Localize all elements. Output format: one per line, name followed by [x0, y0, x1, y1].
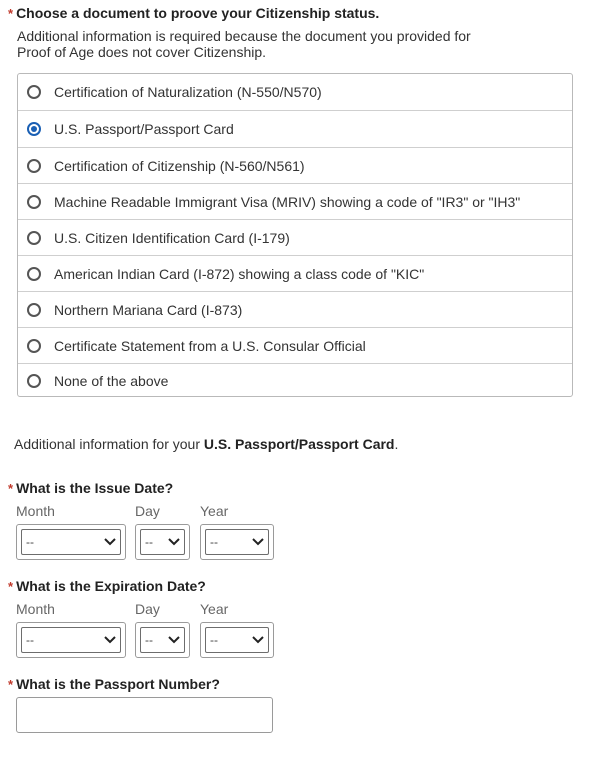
- radio-option-label: Certification of Citizenship (N-560/N561): [54, 157, 305, 174]
- passport-number-title: [8, 676, 220, 692]
- issue-day-select[interactable]: [140, 529, 185, 555]
- issue-day-value: --: [145, 535, 153, 549]
- radio-button-icon[interactable]: [27, 159, 41, 173]
- expiration-day-select[interactable]: [140, 627, 185, 653]
- radio-button-icon[interactable]: [27, 85, 41, 99]
- info-text: Additional information is required because the document you provided for Proof of Age does not cover Citizenship.: [17, 28, 471, 60]
- radio-option-citizenship-cert[interactable]: [18, 147, 572, 183]
- radio-option-northern-mariana[interactable]: [18, 291, 572, 327]
- required-marker: *: [8, 481, 14, 496]
- radio-button-icon[interactable]: [27, 231, 41, 245]
- radio-option-label: Certification of Naturalization (N-550/N570): [54, 84, 322, 100]
- radio-option-american-indian-card[interactable]: [18, 255, 572, 291]
- passport-number-question: What is the Passport Number?: [16, 676, 220, 692]
- radio-option-passport[interactable]: [18, 110, 572, 147]
- required-marker: *: [8, 579, 14, 594]
- chevron-down-icon: [252, 538, 264, 546]
- radio-button-icon[interactable]: [27, 195, 41, 209]
- document-radio-group: [17, 73, 573, 397]
- issue-day-label: Day: [135, 503, 160, 519]
- citizenship-question-title: [8, 5, 379, 21]
- expiration-day-select-wrapper: [135, 622, 190, 658]
- expiration-month-select[interactable]: [21, 627, 121, 653]
- issue-year-select-wrapper: [200, 524, 274, 560]
- expiration-month-label: Month: [16, 601, 55, 617]
- radio-option-label: None of the above: [54, 372, 169, 389]
- expiration-day-label: Day: [135, 601, 160, 617]
- radio-option-label: U.S. Citizen Identification Card (I-179): [54, 229, 290, 246]
- chevron-down-icon: [168, 538, 180, 546]
- required-marker: *: [8, 677, 14, 692]
- chevron-down-icon: [252, 636, 264, 644]
- radio-option-none[interactable]: [18, 363, 572, 397]
- expiration-month-value: --: [26, 633, 34, 647]
- radio-option-label: Certificate Statement from a U.S. Consular Official: [54, 337, 366, 354]
- chevron-down-icon: [104, 636, 116, 644]
- radio-button-icon[interactable]: [27, 374, 41, 388]
- issue-month-value: --: [26, 535, 34, 549]
- radio-option-mriv[interactable]: [18, 183, 572, 219]
- chevron-down-icon: [168, 636, 180, 644]
- issue-month-select-wrapper: [16, 524, 126, 560]
- issue-year-value: --: [210, 535, 218, 549]
- expiration-month-select-wrapper: [16, 622, 126, 658]
- issue-year-select[interactable]: [205, 529, 269, 555]
- additional-info-text: [14, 436, 398, 452]
- radio-option-label: U.S. Passport/Passport Card: [54, 121, 234, 137]
- expiration-year-label: Year: [200, 601, 229, 617]
- expiration-date-question: What is the Expiration Date?: [16, 578, 206, 594]
- radio-option-label: Northern Mariana Card (I-873): [54, 301, 243, 318]
- expiration-year-select[interactable]: [205, 627, 269, 653]
- issue-date-question: What is the Issue Date?: [16, 480, 174, 496]
- issue-day-select-wrapper: [135, 524, 190, 560]
- radio-option-label: American Indian Card (I-872) showing a class code of "KIC": [54, 265, 425, 282]
- additional-info-document: U.S. Passport/Passport Card: [203, 436, 395, 452]
- radio-option-citizen-id[interactable]: [18, 219, 572, 255]
- expiration-year-select-wrapper: [200, 622, 274, 658]
- radio-button-icon[interactable]: [27, 267, 41, 281]
- radio-option-naturalization[interactable]: [18, 74, 572, 110]
- chevron-down-icon: [104, 538, 116, 546]
- issue-month-select[interactable]: [21, 529, 121, 555]
- additional-info-prefix: Additional information for your: [14, 436, 204, 452]
- issue-date-title: [8, 480, 173, 496]
- required-marker: *: [8, 6, 14, 21]
- expiration-date-title: [8, 578, 206, 594]
- passport-number-input[interactable]: [16, 697, 273, 733]
- radio-option-label: Machine Readable Immigrant Visa (MRIV) showing a code of "IR3" or "IH3": [54, 193, 521, 210]
- radio-option-consular-statement[interactable]: [18, 327, 572, 363]
- radio-button-icon[interactable]: [27, 339, 41, 353]
- citizenship-question-text: Choose a document to proove your Citizenship status.: [16, 5, 380, 21]
- radio-button-selected-icon[interactable]: [27, 122, 41, 136]
- radio-button-icon[interactable]: [27, 303, 41, 317]
- additional-info-suffix: .: [394, 436, 399, 452]
- expiration-year-value: --: [210, 633, 218, 647]
- expiration-day-value: --: [145, 633, 153, 647]
- issue-month-label: Month: [16, 503, 55, 519]
- issue-year-label: Year: [200, 503, 229, 519]
